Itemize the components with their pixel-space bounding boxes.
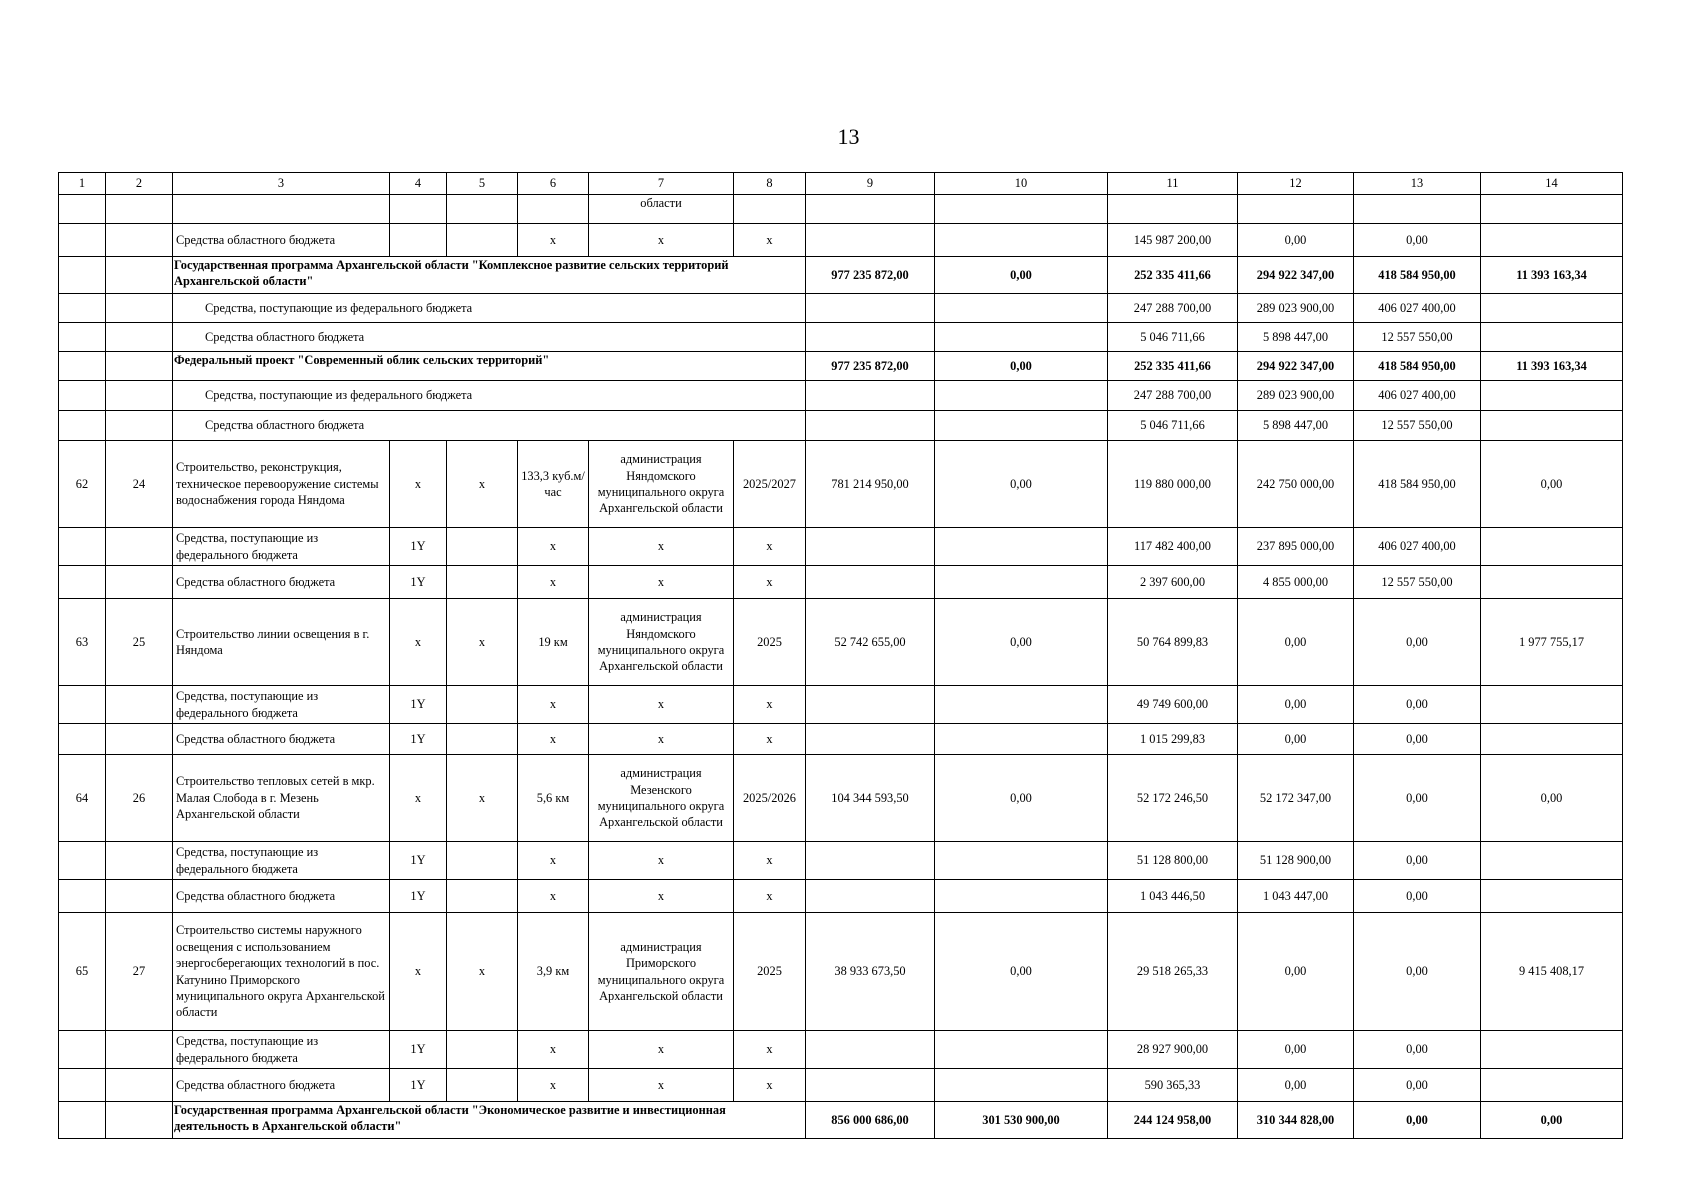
federal-funds-row — [59, 842, 1623, 880]
object-row — [59, 913, 1623, 1031]
cell-col8: 2025 — [734, 599, 806, 686]
section-title: Государственная программа Архангельской области "Комплексное развитие сельских территорий Архангельской области" — [173, 257, 806, 294]
object-name: Строительство системы наружного освещения с использованием энергосберегающих технологий в пос. Катунино Приморского муниципального округа Архангельской области — [173, 913, 390, 1031]
cell-col13: 0,00 — [1354, 1031, 1481, 1069]
regional-funds-row — [59, 1069, 1623, 1102]
cell-col12: 237 895 000,00 — [1238, 528, 1354, 566]
section-title-row — [59, 257, 1623, 294]
cell-col7: х — [589, 842, 734, 880]
cell-col11: 244 124 958,00 — [1108, 1102, 1238, 1139]
cell-col13: 0,00 — [1354, 599, 1481, 686]
regional-budget-row — [59, 224, 1623, 257]
regional-funds-row — [59, 323, 1623, 352]
cell-col12: 310 344 828,00 — [1238, 1102, 1354, 1139]
col-header-14: 14 — [1481, 173, 1623, 195]
col-header-6: 6 — [518, 173, 589, 195]
cell-col4: 1Y — [390, 566, 447, 599]
object-name: Строительство, реконструкция, техническое перевооружение системы водоснабжения города Няндома — [173, 441, 390, 528]
cell-col11: 52 172 246,50 — [1108, 755, 1238, 842]
cell-col7: х — [589, 528, 734, 566]
cell-col14: 1 977 755,17 — [1481, 599, 1623, 686]
cell-col13: 0,00 — [1354, 842, 1481, 880]
row-label: Средства областного бюджета — [173, 323, 806, 352]
cell-col5: х — [447, 441, 518, 528]
cell-col10: 301 530 900,00 — [935, 1102, 1108, 1139]
cell-col11: 5 046 711,66 — [1108, 411, 1238, 441]
object-name: Строительство тепловых сетей в мкр. Малая Слобода в г. Мезень Архангельской области — [173, 755, 390, 842]
cell-col13: 0,00 — [1354, 880, 1481, 913]
cell-col13: 0,00 — [1354, 1102, 1481, 1139]
row-label: Средства областного бюджета — [173, 411, 806, 441]
cell-col13: 12 557 550,00 — [1354, 323, 1481, 352]
cell-col10: 0,00 — [935, 755, 1108, 842]
regional-funds-row — [59, 411, 1623, 441]
cell-col13: 418 584 950,00 — [1354, 441, 1481, 528]
cell-col13: 0,00 — [1354, 724, 1481, 755]
cell-col12: 0,00 — [1238, 724, 1354, 755]
cell-col11: 117 482 400,00 — [1108, 528, 1238, 566]
col-header-3: 3 — [173, 173, 390, 195]
regional-funds-row — [59, 566, 1623, 599]
col-header-10: 10 — [935, 173, 1108, 195]
cell-col13: 406 027 400,00 — [1354, 381, 1481, 411]
cell-col12: 51 128 900,00 — [1238, 842, 1354, 880]
cell-col12: 0,00 — [1238, 1031, 1354, 1069]
cell-col4: 1Y — [390, 880, 447, 913]
cell-col6: х — [518, 724, 589, 755]
cell-col4: 1Y — [390, 724, 447, 755]
cell-col11: 145 987 200,00 — [1108, 224, 1238, 257]
cell-col13: 0,00 — [1354, 686, 1481, 724]
cell-col13: 0,00 — [1354, 1069, 1481, 1102]
cell-col11: 247 288 700,00 — [1108, 294, 1238, 323]
cell-col9: 977 235 872,00 — [806, 352, 935, 381]
object-row — [59, 599, 1623, 686]
cell-col12: 0,00 — [1238, 913, 1354, 1031]
cell-col9: 856 000 686,00 — [806, 1102, 935, 1139]
cell-col6: 5,6 км — [518, 755, 589, 842]
cell-col4: 1Y — [390, 686, 447, 724]
cell-col11: 51 128 800,00 — [1108, 842, 1238, 880]
row-label: Средства, поступающие из федерального бюджета — [173, 294, 806, 323]
col-header-7: 7 — [589, 173, 734, 195]
cell-col14: 11 393 163,34 — [1481, 257, 1623, 294]
cell-col7: х — [589, 1031, 734, 1069]
cell-col4: 1Y — [390, 528, 447, 566]
cell-col10: 0,00 — [935, 352, 1108, 381]
federal-funds-row — [59, 381, 1623, 411]
col-header-4: 4 — [390, 173, 447, 195]
section-title: Государственная программа Архангельской области "Экономическое развитие и инвестиционная деятельность в Архангельской области" — [173, 1102, 806, 1139]
cell-col6: х — [518, 224, 589, 257]
cell-col13: 0,00 — [1354, 913, 1481, 1031]
cell-col7: х — [589, 724, 734, 755]
cell-col10: 0,00 — [935, 599, 1108, 686]
col-header-2: 2 — [106, 173, 173, 195]
col-header-1: 1 — [59, 173, 106, 195]
row-number: 64 — [59, 755, 106, 842]
cell-col11: 49 749 600,00 — [1108, 686, 1238, 724]
cell-col12: 1 043 447,00 — [1238, 880, 1354, 913]
cell-col6: х — [518, 686, 589, 724]
cell-col9: 38 933 673,50 — [806, 913, 935, 1031]
cell-col4: 1Y — [390, 1031, 447, 1069]
cell-col14: 9 415 408,17 — [1481, 913, 1623, 1031]
cell-col8: х — [734, 1031, 806, 1069]
section-title: Федеральный проект "Современный облик сельских территорий" — [173, 352, 806, 381]
cell-col8: 2025/2026 — [734, 755, 806, 842]
budget-table — [58, 172, 1623, 1139]
object-number: 24 — [106, 441, 173, 528]
cell-col8: х — [734, 686, 806, 724]
cell-col12: 294 922 347,00 — [1238, 352, 1354, 381]
cell-col11: 2 397 600,00 — [1108, 566, 1238, 599]
cell-col11: 247 288 700,00 — [1108, 381, 1238, 411]
cell-col13: 418 584 950,00 — [1354, 257, 1481, 294]
object-number: 27 — [106, 913, 173, 1031]
cell-col8: х — [734, 528, 806, 566]
cell-col14: 0,00 — [1481, 441, 1623, 528]
cell-col8: 2025 — [734, 913, 806, 1031]
cell-col7: х — [589, 224, 734, 257]
cell-col11: 28 927 900,00 — [1108, 1031, 1238, 1069]
cell-col11: 252 335 411,66 — [1108, 352, 1238, 381]
cell-col12: 289 023 900,00 — [1238, 294, 1354, 323]
cell-col14: 0,00 — [1481, 755, 1623, 842]
cell-col7: администрация Приморского муниципального округа Архангельской области — [589, 913, 734, 1031]
col-header-5: 5 — [447, 173, 518, 195]
cell-col11: 50 764 899,83 — [1108, 599, 1238, 686]
row-label: Средства областного бюджета — [173, 1069, 390, 1102]
regional-funds-row — [59, 724, 1623, 755]
cell-col4: х — [390, 913, 447, 1031]
cell-col10: 0,00 — [935, 441, 1108, 528]
object-number: 25 — [106, 599, 173, 686]
cell-col4: х — [390, 599, 447, 686]
cell-col13: 406 027 400,00 — [1354, 528, 1481, 566]
cell-col12: 0,00 — [1238, 1069, 1354, 1102]
cell-col5: х — [447, 913, 518, 1031]
cell-col8: х — [734, 1069, 806, 1102]
row-number: 65 — [59, 913, 106, 1031]
row-label: Средства, поступающие из федерального бюджета — [173, 528, 390, 566]
cell-col11: 29 518 265,33 — [1108, 913, 1238, 1031]
cell-col6: х — [518, 528, 589, 566]
cell-col5: х — [447, 599, 518, 686]
cell-col12: 0,00 — [1238, 686, 1354, 724]
cell-col5: х — [447, 755, 518, 842]
col-header-12: 12 — [1238, 173, 1354, 195]
row-label: Средства, поступающие из федерального бюджета — [173, 686, 390, 724]
cell-col11: 1 043 446,50 — [1108, 880, 1238, 913]
cell-col13: 406 027 400,00 — [1354, 294, 1481, 323]
cell-col7: администрация Няндомского муниципального округа Архангельской области — [589, 441, 734, 528]
cell-col7: х — [589, 880, 734, 913]
cell-col13: 12 557 550,00 — [1354, 566, 1481, 599]
cell-col8: х — [734, 724, 806, 755]
cell-col13: 12 557 550,00 — [1354, 411, 1481, 441]
row-label: Средства областного бюджета — [173, 224, 390, 257]
federal-funds-row — [59, 1031, 1623, 1069]
col-header-13: 13 — [1354, 173, 1481, 195]
cell-col11: 5 046 711,66 — [1108, 323, 1238, 352]
cell-col13: 418 584 950,00 — [1354, 352, 1481, 381]
cell-col9: 52 742 655,00 — [806, 599, 935, 686]
object-row — [59, 755, 1623, 842]
cell-col12: 0,00 — [1238, 224, 1354, 257]
page-number: 13 — [837, 124, 860, 149]
header-row — [59, 173, 1623, 195]
federal-funds-row — [59, 528, 1623, 566]
cell-col7: администрация Няндомского муниципального округа Архангельской области — [589, 599, 734, 686]
cell-col12: 5 898 447,00 — [1238, 323, 1354, 352]
cell-col6: 133,3 куб.м/час — [518, 441, 589, 528]
cell-col11: 252 335 411,66 — [1108, 257, 1238, 294]
cell-col12: 4 855 000,00 — [1238, 566, 1354, 599]
cell-col9: 104 344 593,50 — [806, 755, 935, 842]
cell-col4: 1Y — [390, 842, 447, 880]
row-label: Средства областного бюджета — [173, 880, 390, 913]
cell-col12: 0,00 — [1238, 599, 1354, 686]
cell-col6: х — [518, 842, 589, 880]
cell-col12: 294 922 347,00 — [1238, 257, 1354, 294]
row-label: Средства, поступающие из федерального бюджета — [173, 381, 806, 411]
cell-col4: 1Y — [390, 1069, 447, 1102]
cell-col8: 2025/2027 — [734, 441, 806, 528]
cell-col14: 11 393 163,34 — [1481, 352, 1623, 381]
cell-col14: 0,00 — [1481, 1102, 1623, 1139]
section-title-row — [59, 352, 1623, 381]
cell-col6: х — [518, 1031, 589, 1069]
cell-col9: 781 214 950,00 — [806, 441, 935, 528]
cell-col13: 0,00 — [1354, 755, 1481, 842]
cell-col6: х — [518, 566, 589, 599]
row-number: 62 — [59, 441, 106, 528]
cell-col8: х — [734, 880, 806, 913]
cell-col7: х — [589, 686, 734, 724]
cell-col8: х — [734, 842, 806, 880]
cell-col10: 0,00 — [935, 913, 1108, 1031]
cell-col6: 19 км — [518, 599, 589, 686]
federal-funds-row — [59, 294, 1623, 323]
cell-col8: х — [734, 566, 806, 599]
cell-col11: 590 365,33 — [1108, 1069, 1238, 1102]
cell-col12: 5 898 447,00 — [1238, 411, 1354, 441]
row-label: Средства областного бюджета — [173, 724, 390, 755]
cell-col11: 119 880 000,00 — [1108, 441, 1238, 528]
cell-col6: х — [518, 880, 589, 913]
col-header-11: 11 — [1108, 173, 1238, 195]
section-title-row — [59, 1102, 1623, 1139]
cell-col7: х — [589, 1069, 734, 1102]
cell-col9: 977 235 872,00 — [806, 257, 935, 294]
cell-col6: 3,9 км — [518, 913, 589, 1031]
cell-col11: 1 015 299,83 — [1108, 724, 1238, 755]
row-label: Средства областного бюджета — [173, 566, 390, 599]
cell-col10: 0,00 — [935, 257, 1108, 294]
cell-col4: х — [390, 755, 447, 842]
cell-col12: 52 172 347,00 — [1238, 755, 1354, 842]
cell-col12: 242 750 000,00 — [1238, 441, 1354, 528]
row-number: 63 — [59, 599, 106, 686]
cell-col7: администрация Мезенского муниципального округа Архангельской области — [589, 755, 734, 842]
row-label: Средства, поступающие из федерального бюджета — [173, 842, 390, 880]
regional-funds-row — [59, 880, 1623, 913]
cell-col7: х — [589, 566, 734, 599]
federal-funds-row — [59, 686, 1623, 724]
cell-col6: х — [518, 1069, 589, 1102]
continuation-row — [59, 195, 1623, 224]
cell-col12: 289 023 900,00 — [1238, 381, 1354, 411]
object-row — [59, 441, 1623, 528]
cell-col4: х — [390, 441, 447, 528]
cell-col7: области — [589, 195, 734, 224]
object-number: 26 — [106, 755, 173, 842]
row-label: Средства, поступающие из федерального бюджета — [173, 1031, 390, 1069]
cell-col13: 0,00 — [1354, 224, 1481, 257]
col-header-9: 9 — [806, 173, 935, 195]
col-header-8: 8 — [734, 173, 806, 195]
object-name: Строительство линии освещения в г. Няндома — [173, 599, 390, 686]
cell-col8: х — [734, 224, 806, 257]
